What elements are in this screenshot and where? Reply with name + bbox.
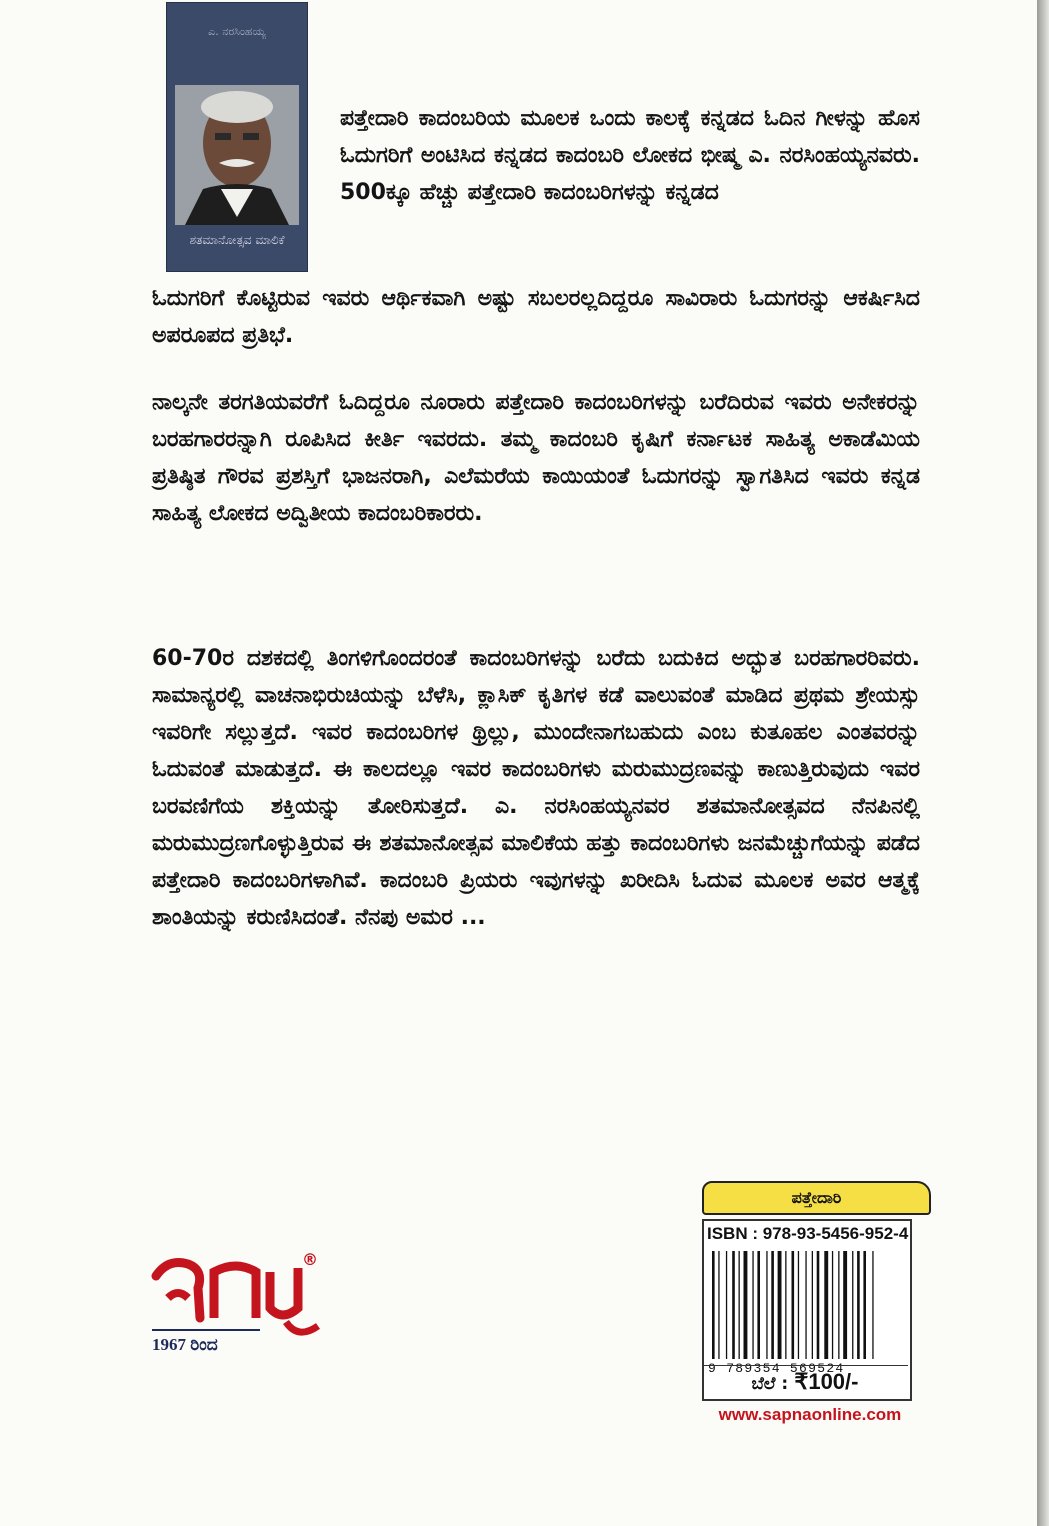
barcode-bar bbox=[752, 1251, 753, 1359]
barcode-bar bbox=[718, 1251, 719, 1359]
barcode-bar bbox=[792, 1251, 795, 1359]
barcode-bar bbox=[726, 1251, 727, 1359]
price-value: ₹100/- bbox=[794, 1369, 859, 1394]
sapna-logo-mark bbox=[148, 1248, 328, 1338]
isbn-label: ISBN : 978-93-5456-952-4 bbox=[707, 1224, 909, 1243]
barcode-bar bbox=[863, 1251, 866, 1359]
registered-mark: ® bbox=[302, 1250, 318, 1269]
author-photo-card bbox=[166, 2, 308, 272]
barcode-bar bbox=[732, 1251, 735, 1359]
barcode-bar bbox=[857, 1251, 860, 1359]
photo-top-caption: ಎ. ನರಸಿಂಹಯ್ಯ bbox=[208, 25, 266, 38]
barcode-bar bbox=[852, 1251, 853, 1359]
barcode-bar bbox=[744, 1251, 748, 1359]
portrait-illustration bbox=[175, 85, 299, 225]
barcode-bar bbox=[757, 1251, 760, 1359]
barcode-bar bbox=[812, 1251, 813, 1359]
barcode-bar bbox=[798, 1251, 799, 1359]
barcode-bar bbox=[832, 1251, 833, 1359]
price-label: ಬೆಲೆ : bbox=[751, 1374, 789, 1394]
publisher-website: www.sapnaonline.com bbox=[718, 1405, 902, 1424]
photo-series-caption: ಶತಮಾನೋತ್ಸವ ಮಾಲಿಕೆ bbox=[189, 233, 285, 247]
barcode-bar bbox=[824, 1251, 828, 1359]
barcode-bar bbox=[838, 1251, 839, 1359]
barcode-bar bbox=[739, 1251, 740, 1359]
barcode-bar bbox=[872, 1251, 873, 1359]
page-edge-shadow bbox=[1037, 0, 1049, 1526]
barcode-bar bbox=[712, 1251, 715, 1359]
genre-tag: ಪತ್ತೇದಾರಿ bbox=[702, 1181, 931, 1215]
paragraph-legacy: 60-70ರ ದಶಕದಲ್ಲಿ ತಿಂಗಳಿಗೊಂದರಂತೆ ಕಾದಂಬರಿಗಳನ್ನು ಬರೆದು ಬದುಕಿದ ಅದ್ಭುತ ಬರಹಗಾರರಿವರು. ಸಾಮಾನ್ಯರಲ್ಲಿ ವಾಚನಾಭಿರುಚಿಯನ್ನು ಬೆಳೆಸಿ, ಕ್ಲಾಸಿಕ್ ಕೃತಿಗಳ ಕಡೆ ವಾಲುವಂತೆ ಮಾಡಿದ ಪ್ರಥಮ ಶ್ರೇಯಸ್ಸು ಇವರಿಗೇ ಸಲ್ಲುತ್ತದೆ. ಇವರ ಕಾದಂಬರಿಗಳ ಥ್ರಿಲ್ಲು, ಮುಂದೇನಾಗಬಹುದು ಎಂಬ ಕುತೂಹಲ ಎಂತವರನ್ನು ಓದುವಂತೆ ಮಾಡುತ್ತದೆ. ಈ ಕಾಲದಲ್ಲೂ ಇವರ ಕಾದಂಬರಿಗಳು ಮರುಮುದ್ರಣವನ್ನು ಕಾಣುತ್ತಿರುವುದು ಇವರ ಬರವಣಿಗೆಯ ಶಕ್ತಿಯನ್ನು ತೋರಿಸುತ್ತದೆ. ಎ. ನರಸಿಂಹಯ್ಯನವರ ಶತಮಾನೋತ್ಸವದ ನೆನಪಿನಲ್ಲಿ ಮರುಮುದ್ರಣಗೊಳ್ಳುತ್ತಿರುವ ಈ ಶತಮಾನೋತ್ಸವ ಮಾಲಿಕೆಯ ಹತ್ತು ಕಾದಂಬರಿಗಳು ಜನಮೆಚ್ಚುಗೆಯನ್ನು ಪಡೆದ ಪತ್ತೇದಾರಿ ಕಾದಂಬರಿಗಳಾಗಿವೆ. ಕಾದಂಬರಿ ಪ್ರಿಯರು ಇವುಗಳನ್ನು ಖರೀದಿಸಿ ಓದುವ ಮೂಲಕ ಅವರ ಆತ್ಮಕ್ಕೆ ಶಾಂತಿಯನ್ನು ಕರುಣಿಸಿದಂತೆ. ನೆನಪು ಅಮರ ... bbox=[152, 646, 920, 930]
paragraph-intro-continued: ಓದುಗರಿಗೆ ಕೊಟ್ಟಿರುವ ಇವರು ಆರ್ಥಿಕವಾಗಿ ಅಷ್ಟು ಸಬಲರಲ್ಲದಿದ್ದರೂ ಸಾವಿರಾರು ಓದುಗರನ್ನು ಆಕರ್ಷಿಸಿದ ಅಪರೂಪದ ಪ್ರತಿಭೆ. bbox=[152, 286, 920, 348]
barcode-bar bbox=[843, 1251, 847, 1359]
barcode-bar bbox=[805, 1251, 806, 1359]
paragraph-intro-wrapped: ಪತ್ತೇದಾರಿ ಕಾದಂಬರಿಯ ಮೂಲಕ ಒಂದು ಕಾಲಕ್ಕೆ ಕನ್ನಡದ ಓದಿನ ಗೀಳನ್ನು ಹೊಸ ಓದುಗರಿಗೆ ಅಂಟಿಸಿದ ಕನ್ನಡದ ಕಾದಂಬರಿ ಲೋಕದ ಭೀಷ್ಮ ಎ. ನರಸಿಂಹಯ್ಯನವರು. 500ಕ್ಕೂ ಹೆಚ್ಚು ಪತ್ತೇದಾರಿ ಕಾದಂಬರಿಗಳನ್ನು ಕನ್ನಡದ bbox=[340, 106, 920, 205]
author-portrait bbox=[175, 85, 299, 225]
barcode-bar bbox=[785, 1251, 786, 1359]
publisher-since: 1967 ರಿಂದ bbox=[152, 1335, 218, 1354]
barcode-digits: 9 789354 569524 bbox=[708, 1361, 845, 1376]
barcode-bar bbox=[771, 1251, 774, 1359]
barcode-icon bbox=[710, 1251, 904, 1359]
barcode-bar bbox=[766, 1251, 767, 1359]
paragraph-achievements: ನಾಲ್ಕನೇ ತರಗತಿಯವರೆಗೆ ಓದಿದ್ದರೂ ನೂರಾರು ಪತ್ತೇದಾರಿ ಕಾದಂಬರಿಗಳನ್ನು ಬರೆದಿರುವ ಇವರು ಅನೇಕರನ್ನು ಬರಹಗಾರರನ್ನಾಗಿ ರೂಪಿಸಿದ ಕೀರ್ತಿ ಇವರದು. ತಮ್ಮ ಕಾದಂಬರಿ ಕೃಷಿಗೆ ಕರ್ನಾಟಕ ಸಾಹಿತ್ಯ ಅಕಾಡೆಮಿಯ ಪ್ರತಿಷ್ಠಿತ ಗೌರವ ಪ್ರಶಸ್ತಿಗೆ ಭಾಜನರಾಗಿ, ಎಲೆಮರೆಯ ಕಾಯಿಯಂತೆ ಓದುಗರನ್ನು ಸ್ವಾಗತಿಸಿದ ಇವರು ಕನ್ನಡ ಸಾಹಿತ್ಯ ಲೋಕದ ಅದ್ವಿತೀಯ ಕಾದಂಬರಿಕಾರರು. bbox=[152, 390, 920, 526]
barcode-bar bbox=[817, 1251, 820, 1359]
barcode-bar bbox=[778, 1251, 782, 1359]
price-tag bbox=[702, 1365, 908, 1398]
